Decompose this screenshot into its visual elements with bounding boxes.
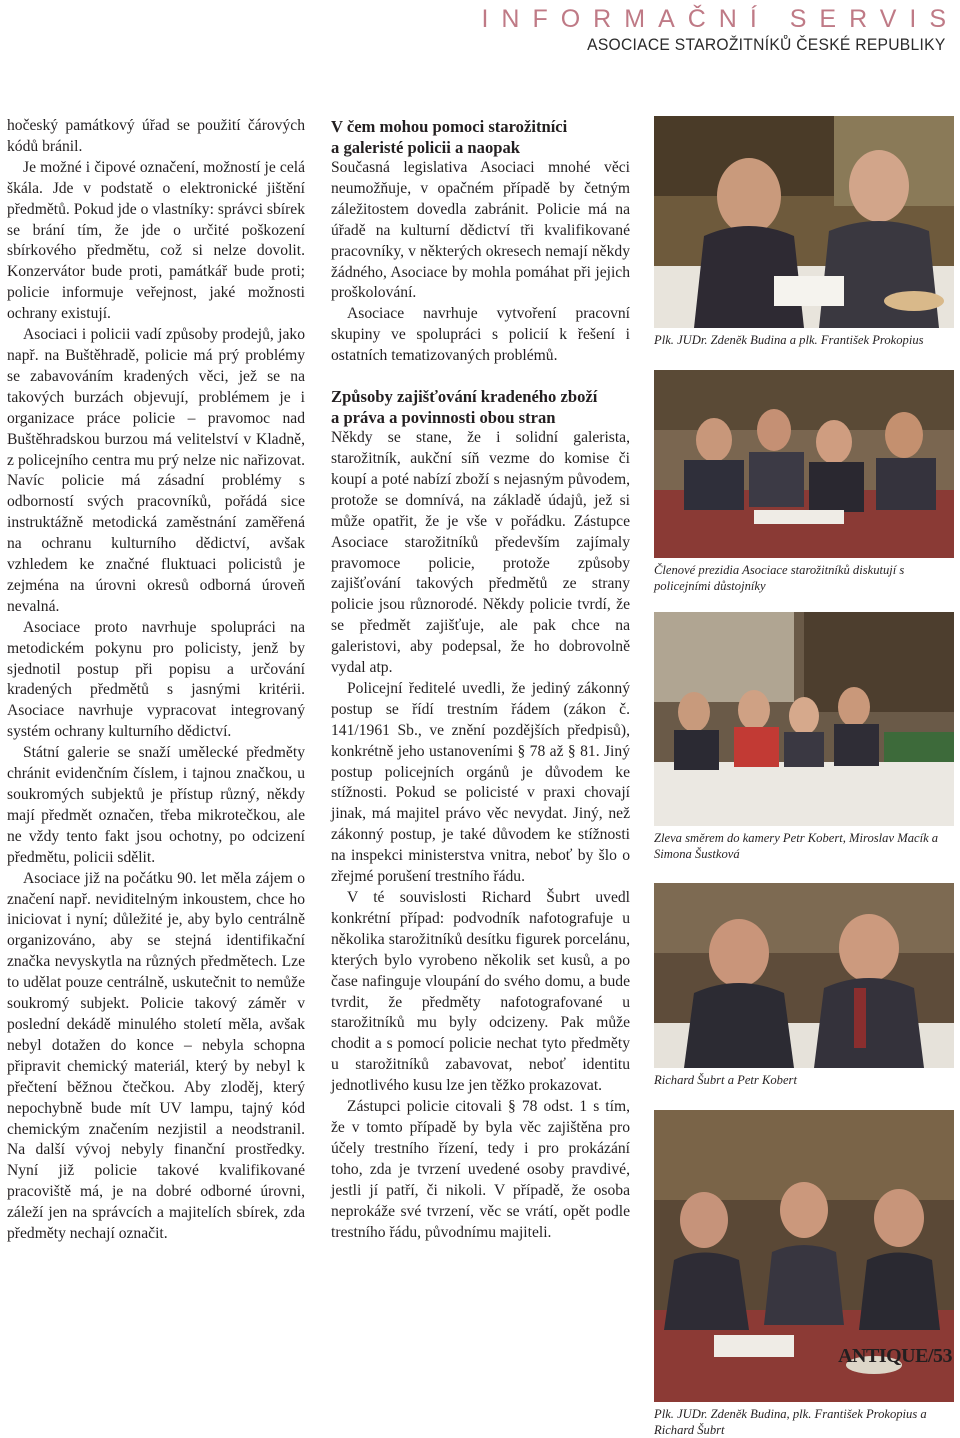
paragraph: Zástupci policie citovali § 78 odst. 1 s tím, že v tomto případě by byla věc zajištěna pro účely trestního řízení, tedy i pro prokázání toho, zda je tvrzení uvedené osoby pravdivé, jestli jí patří, či nikoli. V případě, že osoba neprokáže své tvrzení, věc se vrátí, opět podle trestního řádu, původnímu majiteli. [331, 1098, 630, 1241]
subheading-line: Způsoby zajišťování kradeného zboží [331, 387, 598, 407]
paragraph: Někdy se stane, že i solidní galerista, starožitník, aukční síň vezme do komise či koupí a poté nabízí zboží s nejasným původem, protože se domnívá, na základě údajů, jež si může opatřit, že je vše v pořádku. Zástupce Asociace starožitníků především zajímaly pravomoce policie, protože způsoby zajišťování takových předmětů ze strany policie jsou různorodé. Někdy policie tvrdí, že se předmět zajišťuje, ale pak chce na galeristovi, aby podepsal, že ho dobrovolně vydal atp. [331, 429, 630, 677]
paragraph: Současná legislativa Asociaci mnohé věci neumožňuje, v opačném případě by četným záležitostem dovedla zabránit. Policie má na úřadě na kulturní dědictví tři kvalifikované pracovníky, v některých okresech nemají někdy žádného, Asociace by mohla pomáhat při jejich proškolování. [331, 159, 630, 302]
article-column-2 [331, 117, 630, 1243]
subheading-line: a práva a povinnosti obou stran [331, 407, 556, 427]
photo-caption: Richard Šubrt a Petr Kobert [654, 1073, 797, 1087]
paragraph: hočeský památkový úřad se použití čárových kódů bránil. [7, 117, 305, 155]
photo-budina-prokopius [654, 116, 954, 328]
subheading-line: a galeristé policii a naopak [331, 137, 520, 157]
article-column-1 [7, 116, 305, 1245]
photo-caption: Plk. JUDr. Zdeněk Budina a plk. František Prokopius [654, 333, 924, 347]
subheading-line: V čem mohou pomoci starožitníci [331, 117, 568, 136]
photo-caption: Členové prezidia Asociace starožitníků diskutují s policejními důstojníky [654, 563, 905, 593]
paragraph: Asociace navrhuje vytvoření pracovní skupiny ve spolupráci s policií k řešení i ostatních tematizovaných problémů. [331, 305, 630, 365]
subheading [331, 387, 630, 428]
publisher-subtitle: ASOCIACE STAROŽITNÍKŮ ČESKÉ REPUBLIKY [587, 35, 946, 54]
photo-presidium-discussion [654, 370, 954, 558]
paragraph: Asociace proto navrhuje spolupráci na metodickém pokynu pro policisty, jenž by sjednotil postup při popisu a určování kradených předmětů s jasnými kritérii. Asociace navrhuje vypracovat integrovaný systém ochrany kulturního dědictví. [7, 618, 305, 741]
photo-caption: Plk. JUDr. Zdeněk Budina, plk. František Prokopius a Richard Šubrt [654, 1407, 927, 1437]
paragraph: Asociace již na počátku 90. let měla zájem o značení např. neviditelným inkoustem, chce ho iniciovat i nyní; důležité je, aby bylo centrálně organizováno, aby se stejná identifikační značka nevyskytla na různých předmětech. Lze to udělat pouze centrálně, uskutečnit to nemůže soukromý subjekt. Policie takový záměr v poslední dekádě minulého století měla, avšak nebyl dotažen do konce – nebyla schopna připravit chemický materiál, který by nebyl k přečtení běžnou čtečkou. Aby zloděj, který nepochybně bude mít UV lampu, tajný kód chemickým značením nezjistil a neodstranil. Na další vývoj nebyly finanční prostředky. Nyní již policie takové kvalifikované pracoviště má, je na dobré odborné úrovni, záleží jen na správcích a majitelích sbírek, zda předměty nechají označit. [7, 869, 305, 1243]
page-number: ANTIQUE/53 [838, 1345, 952, 1367]
section-title: INFORMAČNÍ SERVIS [481, 5, 959, 33]
page-header [481, 4, 959, 56]
paragraph: Je možné i čipové označení, možností je celá škála. Jde v podstatě o elektronické jištění předmětů. Pokud jde o vlastníky: správci sbírek se brání tím, že jde o určité poškození sbírkového předmětu, což si nelze dovolit. Konzervátor bude proti, památkář bude proti; policie informuje veřejnost, jaké možnosti ochrany existují. [7, 158, 305, 323]
photo-subrt-kobert [654, 883, 954, 1068]
paragraph: Státní galerie se snaží umělecké předměty chránit evidenčním číslem, i tajnou značkou, u soukromých subjektů je přístup různý, někdy mají předmět označen, třeba mikrotečkou, ale ne vždy tento fakt jsou ochotny, po odcizení předmětu, policii sdělit. [7, 744, 305, 866]
paragraph: Asociaci i policii vadí způsoby prodejů, jako např. na Buštěhradě, policie má prý problémy se zabavováním kradených věci, jež se na takových burzách objevují, problémem je i organizace práce policie – pravomoc nad Buštěhradskou burzou má velitelství v Kladně, z policejního centra mu prý nelze nic nařizovat. Navíc policie má zásadní problémy s odborností svých pracovníků, pořádá sice instruktážně metodická zaměstnání zaměřená na ochranu kulturního dědictví, avšak vzhledem ke značné fluktuaci policistů je zejména na úrovni okresů odborná úroveň nevalná. [7, 326, 305, 615]
paragraph: V té souvislosti Richard Šubrt uvedl konkrétní případ: podvodník nafotografuje u několika starožitníků desítku figurek porcelánu, kterých bylo vyrobeno několik set kusů, a po čase nafinguje vloupání do svého domu, a bude tvrdit, že předměty nafotografované u starožitníků mu byly odcizeny. Pak může chodit a s pomocí policie nechat tyto předměty u starožitníků zabavovat, neboť identitu jednotlivého kusu lze jen těžko prokazovat. [331, 889, 630, 1095]
photo-kobert-macik-sustkova [654, 612, 954, 826]
paragraph: Policejní ředitelé uvedli, že jediný zákonný postup se řídí trestním řádem (zákon č. 141/1961 Sb., ve znění pozdějších předpisů), konkrétně jeho ustanoveními § 78 až § 81. Jiný postup policejních orgánů je důvodem ke stížnosti. Pokud se policisté v praxi chovají jinak, má majitel právo věc nevydat. Jiný, než zákonný postup, je také důvodem ke stížnosti na inspekci ministerstva vnitra, neboť by šlo o zřejmé porušení trestního řádu. [331, 679, 630, 886]
photo-caption: Zleva směrem do kamery Petr Kobert, Miroslav Macík a Simona Šustková [654, 831, 939, 861]
subheading [331, 117, 630, 158]
